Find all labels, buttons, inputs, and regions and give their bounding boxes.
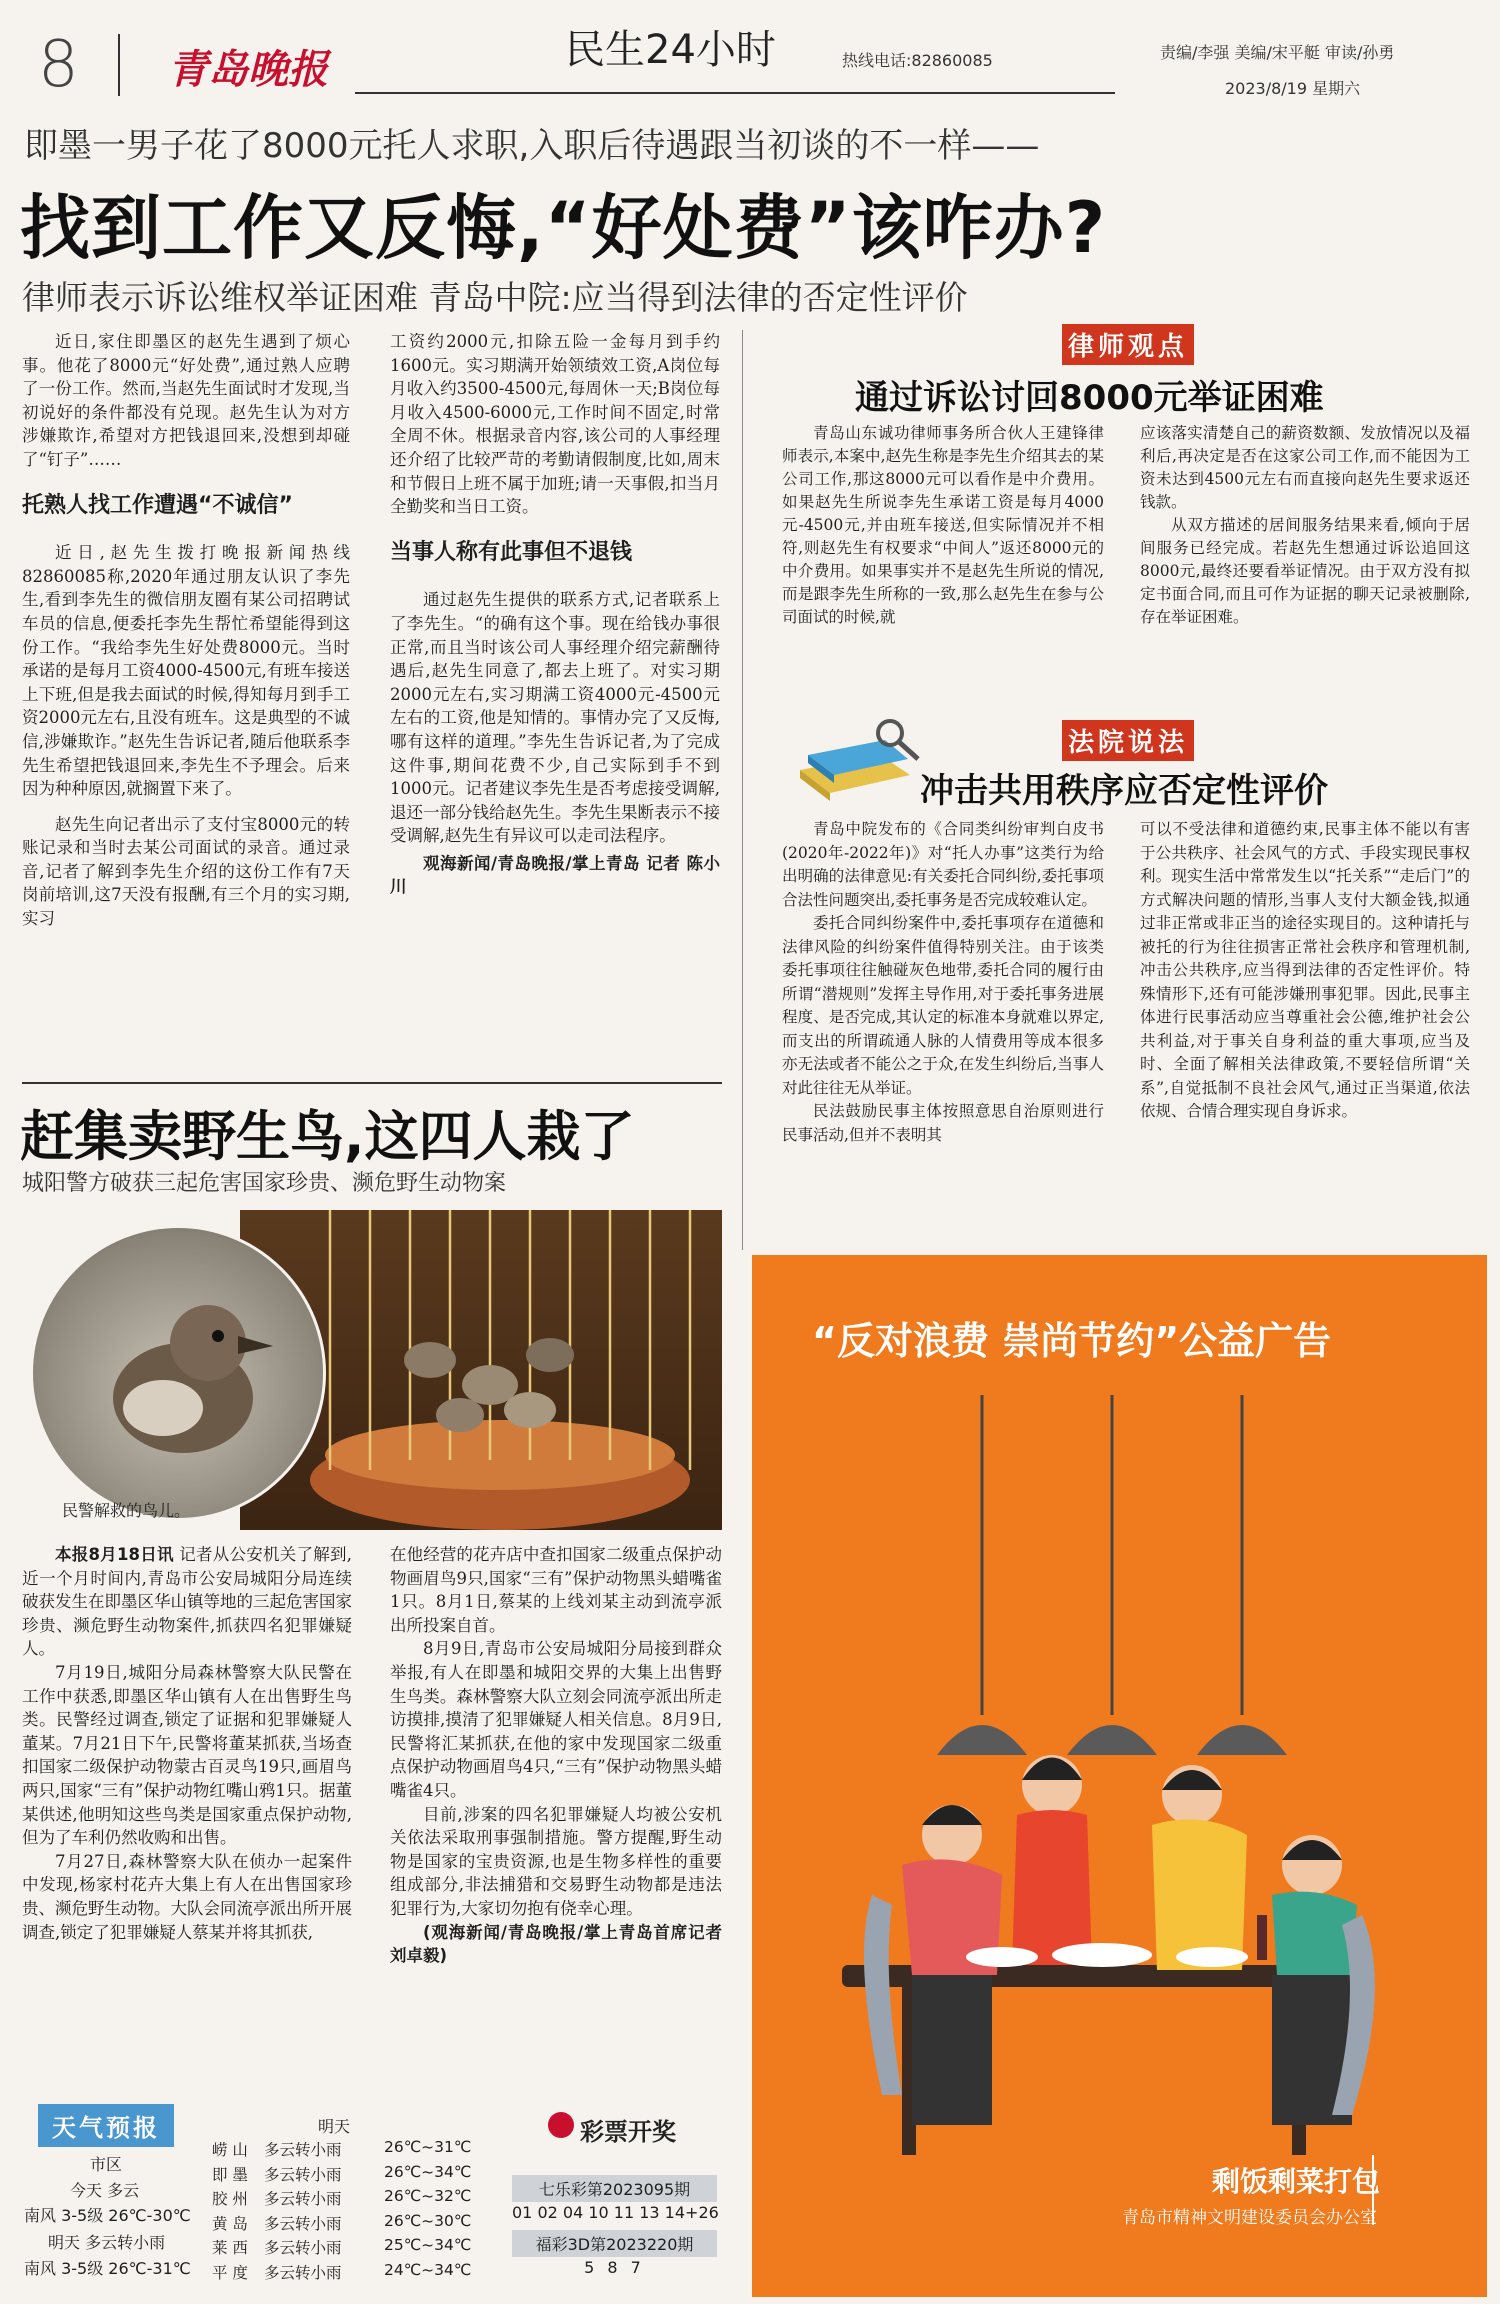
story2-paragraph-body: 记者从公安机关了解到,近一个月时间内,青岛市公安局城阳分局连续破获发生在即墨区华山镇等地的三起危害国家珍贵、濒危野生动物案件,抓获四名犯罪嫌疑人。 — [22, 1545, 352, 1659]
lawyer-column-1 — [782, 422, 1104, 707]
district-name: 平 度 — [212, 2263, 248, 2282]
court-paragraph: 青岛中院发布的《合同类纠纷审判白皮书(2020年-2022年)》对“托人办事”这类行为给出明确的法律意见:有关委托合同纠纷,委托事项合法性问题突出,委托事务是否完成较难认定。 — [782, 820, 1104, 909]
lawyer-paragraph: 青岛山东诚功律师事务所合伙人王建锋律师表示,本案中,赵先生称是李先生介绍其去的某公司工作,那这8000元可以看作是中介费用。如果赵先生所说李先生承诺工资是每月4000元-4500元,并由班车接送,但实际情况并不相符,则赵先生有权要求“中间人”返还8000元的中介费用。如果事实并不是赵先生所说的情况,而是跟李先生所称的一致,那么赵先生在参与公司面试的时候,就 — [782, 424, 1104, 626]
district-name: 莱 西 — [212, 2239, 248, 2257]
weather-today-detail: 南风 3-5级 26℃-30℃ — [24, 2206, 191, 2225]
district-forecast-table — [212, 2138, 502, 2285]
district-name: 黄 岛 — [212, 2214, 248, 2233]
lottery-logo-icon — [548, 2112, 574, 2138]
public-service-ad — [752, 1255, 1487, 2297]
district-weather: 多云转小雨 — [264, 2239, 342, 2257]
district-weather: 多云转小雨 — [264, 2190, 342, 2208]
hotline: 热线电话:82860085 — [842, 51, 993, 70]
story2-headline: 赶集卖野生鸟,这四人栽了 — [20, 1105, 635, 1168]
story1-subhead-1: 托熟人找工作遭遇“不诚信” — [22, 492, 293, 518]
weather-city: 市区 — [90, 2155, 123, 2174]
district-weather: 多云转小雨 — [264, 2165, 342, 2184]
story2-paragraph: 7月19日,城阳分局森林警察大队民警在工作中获悉,即墨区华山镇有人在出售野生鸟类。民警经过调查,锁定了证据和犯罪嫌疑人董某。7月21日下午,民警将董某抓获,当场查扣国家二级保护动物蒙古百灵鸟19只,画眉鸟两只,国家“三有”保护动物红嘴山鸦1只。据董某供述,他明知这些鸟类是国家重点保护动物,但为了车利仍然收购和出售。 — [22, 1662, 352, 1848]
fucai3d-label: 福彩3D第2023220期 — [512, 2230, 717, 2257]
story2-column-2 — [390, 1543, 722, 2083]
district-temp: 25℃~34℃ — [384, 2236, 472, 2254]
qilecai-label: 七乐彩第2023095期 — [512, 2175, 717, 2202]
photo-caption: 民警解救的鸟儿。 — [62, 1501, 191, 1520]
lawyer-paragraph: 应该落实清楚自己的薪资数额、发放情况以及福利后,再决定是否在这家公司工作,而不能因为工资未达到4500元左右而直接向赵先生要求返还钱款。 — [1140, 424, 1470, 511]
lawyer-paragraph: 从双方描述的居间服务结果来看,倾向于居间服务已经完成。若赵先生想通过诉讼追回这8000元,最终还要看举证情况。由于双方没有拟定书面合同,而且可作为证据的聊天记录被删除,存在举证困难。 — [1140, 516, 1470, 626]
district-weather: 多云转小雨 — [264, 2214, 342, 2233]
family-dinner-illustration — [752, 1395, 1487, 2155]
districts-header: 明天 — [318, 2117, 351, 2136]
story1-byline: 观海新闻/青岛晚报/掌上青岛 记者 陈小川 — [390, 853, 720, 897]
story1-column-2 — [390, 330, 720, 1070]
district-row — [212, 2261, 502, 2286]
district-weather: 多云转小雨 — [264, 2263, 342, 2282]
court-tag: 法院说法 — [1062, 720, 1194, 761]
story2-column-1 — [22, 1543, 352, 2083]
ad-sponsor: 青岛市精神文明建设委员会办公室 — [1122, 2208, 1377, 2228]
paper-name: 青岛晚报 — [168, 46, 328, 93]
weather-tomorrow: 明天 多云转小雨 — [48, 2233, 166, 2252]
story1-paragraph: 近日,赵先生拨打晚报新闻热线82860085称,2020年通过朋友认识了李先生,看到李先生的微信朋友圈有某公司招聘试车员的信息,便委托李先生帮忙希望能得到这份工作。“我给李先生好处费8000元。当时承诺的是每月工资4000-4500元,有班车接送上下班,但是我去面试的时候,得知每月到手工资2000元左右,且没有班车。这是典型的不诚信,涉嫌欺诈。”赵先生告诉记者,随后他联系李先生希望把钱退回来,李先生不予理会。后来因为种种原因,就搁置下来了。 — [22, 543, 350, 799]
court-headline: 冲击共用秩序应否定性评价 — [920, 771, 1328, 811]
story1-lead: 近日,家住即墨区的赵先生遇到了烦心事。他花了8000元“好处费”,通过熟人应聘了一份工作。然而,当赵先生面试时才发现,当初说好的条件都没有兑现。赵先生认为对方涉嫌欺诈,希望对方把钱退回来,没想到却碰了“钉子”…… — [22, 332, 350, 469]
story2-paragraph — [22, 1543, 352, 1661]
court-paragraph: 民法鼓励民事主体按照意思自治原则进行民事活动,但并不表明其 — [782, 1102, 1104, 1144]
court-column-2 — [1140, 818, 1470, 1248]
district-row — [212, 2187, 502, 2212]
story1-headline: 找到工作又反悔,“好处费”该咋办? — [20, 187, 1107, 269]
section-title: 民生24小时 — [565, 27, 776, 73]
district-row — [212, 2212, 502, 2237]
weather-title: 天气预报 — [38, 2104, 174, 2147]
district-temp: 26℃~32℃ — [384, 2187, 472, 2205]
district-name: 崂 山 — [212, 2141, 248, 2159]
district-name: 即 墨 — [212, 2165, 248, 2184]
district-temp: 26℃~34℃ — [384, 2162, 472, 2181]
fucai3d-numbers: 5 8 7 — [584, 2258, 645, 2277]
lottery-title: 彩票开奖 — [580, 2118, 676, 2146]
weather-tomorrow-detail: 南风 3-5级 26℃-31℃ — [24, 2259, 191, 2278]
story1-paragraph: 通过赵先生提供的联系方式,记者联系上了李先生。“的确有这个事。现在给钱办事很正常,而且当时该公司人事经理介绍完薪酬待遇后,赵先生同意了,都去上班了。对实习期2000元左右,实习期满工资4000元-4500元左右的工资,他是知情的。事情办完了又反悔,哪有这样的道理。”李先生告诉记者,为了完成这件事,期间花费不少,自己实际到手不到1000元。记者建议李先生是否考虑接受调解,退还一部分钱给赵先生。李先生果断表示不接受调解,赵先生有异议可以走司法程序。 — [390, 590, 720, 846]
district-temp: 26℃~31℃ — [384, 2138, 472, 2156]
lawyer-headline: 通过诉讼讨回8000元举证困难 — [855, 378, 1324, 418]
lawyer-column-2 — [1140, 422, 1470, 707]
weather-today: 今天 多云 — [70, 2181, 140, 2200]
story1-deck: 律师表示诉讼维权举证困难 青岛中院:应当得到法律的否定性评价 — [22, 278, 968, 317]
district-temp: 24℃~34℃ — [384, 2260, 472, 2279]
story1-paragraph: 赵先生向记者出示了支付宝8000元的转账记录和当时去某公司面试的录音。通过录音,记者了解到李先生介绍的这份工作有7天岗前培训,这7天没有报酬,有三个月的实习期,实习 — [22, 814, 350, 929]
court-column-1 — [782, 818, 1104, 1248]
dateline: 本报8月18日讯 — [55, 1545, 174, 1564]
rescued-bird-photo — [30, 1225, 326, 1521]
district-row — [212, 2138, 502, 2163]
story2-paragraph: 在他经营的花卉店中查扣国家二级重点保护动物画眉鸟9只,国家“三有”保护动物黑头蜡嘴雀1只。8月1日,蔡某的上线刘某主动到流亭派出所投案自首。 — [390, 1545, 722, 1635]
story1-paragraph: 工资约2000元,扣除五险一金每月到手约1600元。实习期满开始领绩效工资,A岗位每月收入约3500-4500元,每周休一天;B岗位每月收入4500-6000元,工作时间不固定,时常全周不休。根据录音内容,该公司的人事经理还介绍了比较严苛的考勤请假制度,比如,周末和节假日上班不属于加班;请一天事假,扣当月全勤奖和当日工资。 — [390, 332, 720, 517]
district-temp: 26℃~30℃ — [384, 2211, 472, 2230]
district-name: 胶 州 — [212, 2190, 248, 2208]
district-row — [212, 2236, 502, 2261]
story1-subhead-2: 当事人称有此事但不退钱 — [390, 539, 633, 565]
qilecai-numbers: 01 02 04 10 11 13 14+26 — [512, 2203, 719, 2222]
story2-paragraph: 8月9日,青岛市公安局城阳分局接到群众举报,有人在即墨和城阳交界的大集上出售野生鸟类。森林警察大队立刻会同流亭派出所走访摸排,摸清了犯罪嫌疑人相关信息。8月9日,民警将汇某抓获,在他的家中发现国家二级重点保护动物画眉鸟4只,“三有”保护动物黑头蜡嘴雀4只。 — [390, 1639, 722, 1800]
story2-paragraph: 目前,涉案的四名犯罪嫌疑人均被公安机关依法采取刑事强制措施。警方提醒,野生动物是国家的宝贵资源,也是生物多样性的重要组成部分,非法捕猎和交易野生动物都是违法犯罪行为,大家切勿抱有侥幸心理。 — [390, 1804, 722, 1918]
district-weather: 多云转小雨 — [264, 2141, 342, 2159]
editors: 责编/李强 美编/宋平艇 审读/孙勇 — [1160, 43, 1395, 62]
court-paragraph: 可以不受法律和道德约束,民事主体不能以有害于公共秩序、社会风气的方式、手段实现民事权利。现实生活中常常发生以“托关系”“走后门”的方式解决问题的情形,当事人支付大额金钱,拟通过非正常或非正当的途径实现目的。这种请托与被托的行为往往损害正常社会秩序和管理机制,冲击公共秩序,应当得到法律的否定性评价。特殊情形下,还有可能涉嫌刑事犯罪。因此,民事主体进行民事活动应当尊重社会公德,维护社会公共利益,对于事关自身利益的重大事项,应当及时、全面了解相关法律政策,不要轻信所谓“关系”,自觉抵制不良社会风气,通过正当渠道,依法依规、合情合理实现自身诉求。 — [1140, 820, 1470, 1120]
court-paragraph: 委托合同纠纷案件中,委托事项存在道德和法律风险的纠纷案件值得特别关注。由于该类委托事项往往触碰灰色地带,委托合同的履行由所谓“潜规则”发挥主导作用,对于委托事务进展程度、是否完成,其认定的标准本身就难以界定,而支出的所谓疏通人脉的人情费用等成本很多亦无法或者不能公之于众,在发生纠纷后,当事人对此往往无从举证。 — [782, 914, 1104, 1097]
story1-column-1 — [22, 330, 350, 1070]
date: 2023/8/19 星期六 — [1225, 79, 1361, 98]
story2-byline: (观海新闻/青岛晚报/掌上青岛首席记者 刘卓毅) — [390, 1922, 722, 1966]
kicker: 即墨一男子花了8000元托人求职,入职后待遇跟当初谈的不一样—— — [24, 126, 1040, 166]
story2-deck: 城阳警方破获三起危害国家珍贵、濒危野生动物案 — [22, 1171, 507, 1196]
ad-slogan: 剩饭剩菜打包 — [1212, 2165, 1381, 2198]
lawyer-tag: 律师观点 — [1062, 324, 1194, 365]
page-number: 8 — [38, 28, 79, 102]
ad-title: “反对浪费 崇尚节约”公益广告 — [812, 1319, 1332, 1363]
books-icon — [790, 715, 930, 805]
district-row — [212, 2163, 502, 2188]
story2-paragraph: 7月27日,森林警察大队在侦办一起案件中发现,杨家村花卉大集上有人在出售国家珍贵、濒危野生动物。大队会同流亭派出所开展调查,锁定了犯罪嫌疑人蔡某并将其抓获, — [22, 1851, 352, 1942]
